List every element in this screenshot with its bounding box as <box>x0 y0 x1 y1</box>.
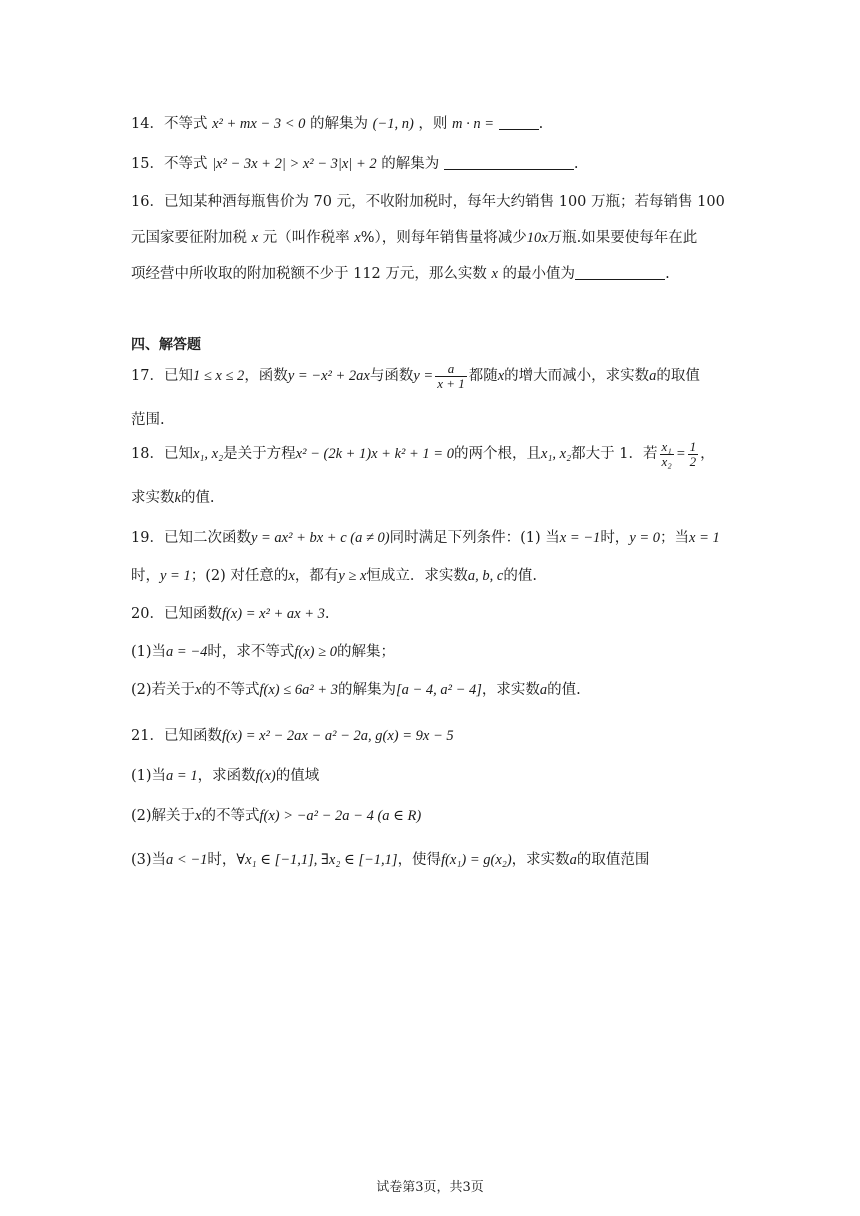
q17-text-b: ，函数 <box>244 368 288 385</box>
q19-cond-4: y = 1 <box>160 568 191 584</box>
q15-end: . <box>573 156 579 172</box>
q19-text-2a: 时， <box>131 568 160 584</box>
q18-frac1-num: x₁ <box>661 439 672 454</box>
q19-func: y = ax² + bx + c (a ≠ 0) <box>250 530 390 546</box>
q19-text-2d: 恒成立．求实数 <box>366 568 468 584</box>
q21-p1-func: f(x) <box>255 768 276 784</box>
q20-p1-text-a: (1)当 <box>131 644 167 660</box>
section-title: 四、解答题 <box>131 337 201 353</box>
q21-p1-text-b: ，求函数 <box>197 768 256 784</box>
question-16-line-1 <box>131 190 725 211</box>
q19-text-d: ；当 <box>660 530 690 546</box>
q19-text-a: 19．已知二次函数 <box>131 530 251 546</box>
q17-text-line2: 范围. <box>131 412 165 428</box>
q20-end: . <box>324 606 330 622</box>
q17-func-1: y = −x² + 2ax <box>287 368 370 385</box>
q21-p3-text-c: ，使得 <box>397 852 442 868</box>
question-21-part-2 <box>131 804 421 825</box>
question-15 <box>131 152 578 173</box>
q18-text-line2a: 求实数 <box>131 490 175 506</box>
q21-p3-text-a: (3)当 <box>131 852 167 868</box>
q15-inequality: |x² − 3x + 2| > x² − 3|x| + 2 <box>212 156 377 172</box>
q20-p1-text-c: 的解集； <box>336 644 395 660</box>
q20-p1-ineq: f(x) ≥ 0 <box>294 644 337 660</box>
q19-cond-5: y ≥ x <box>338 568 367 584</box>
q14-text-mid: 的解集为 <box>309 116 368 132</box>
q19-text-b: 同时满足下列条件：(1) 当 <box>389 530 560 546</box>
question-17-line-2 <box>131 408 165 429</box>
q19-cond-2: y = 0 <box>629 530 661 546</box>
q21-p2-var: x <box>195 808 202 824</box>
q20-p2-text-e: 的值. <box>547 682 581 698</box>
q17-fraction <box>435 362 467 390</box>
q17-text-e: 的增大而减小，求实数 <box>504 368 650 385</box>
question-20 <box>131 602 330 623</box>
q16-expr-10x: 10x <box>526 230 548 246</box>
question-19-line-2 <box>131 564 537 585</box>
q19-var-x: x <box>288 568 295 584</box>
q14-interval: (−1, n) <box>372 116 414 132</box>
q16-end: . <box>665 266 670 282</box>
q20-p2-text-c: 的解集为 <box>337 682 396 698</box>
q16-text-3b: 的最小值为 <box>497 266 576 282</box>
q16-var-x: x <box>251 230 259 246</box>
q17-var-a: a <box>649 368 657 385</box>
q18-equation: x² − (2k + 1)x + k² + 1 = 0 <box>295 446 454 463</box>
q21-p3-text-b: 时， <box>207 852 237 868</box>
q17-range: 1 ≤ x ≤ 2 <box>192 368 245 385</box>
q21-p3-cond: a < −1 <box>166 852 208 868</box>
q17-text-c: 与函数 <box>369 368 414 385</box>
q18-frac1-den: x₂ <box>661 453 672 469</box>
q20-p2-interval: [a − 4, a² − 4] <box>395 682 482 698</box>
q21-p2-ineq: f(x) > −a² − 2a − 4 (a ∈ R) <box>259 808 422 824</box>
q20-p2-var: x <box>195 682 202 698</box>
q18-text-b: 是关于方程 <box>223 446 296 463</box>
q16-text-2d: 万瓶.如果要使每年在此 <box>547 230 698 246</box>
q17-func-2-lhs: y = <box>413 368 434 385</box>
q21-p2-text-b: 的不等式 <box>201 808 260 824</box>
q19-cond-3: x = 1 <box>689 530 720 546</box>
q18-text-c: 的两个根，且 <box>453 446 541 463</box>
question-14 <box>131 112 543 133</box>
q19-text-c: 时， <box>600 530 630 546</box>
q21-p2-text-a: (2)解关于 <box>131 808 196 824</box>
question-16-line-3 <box>131 262 670 283</box>
q16-text-3a: 项经营中所收取的附加税额不少于 112 万元，那么实数 <box>131 266 492 282</box>
q21-p3-text-e: 的取值范围 <box>576 852 650 868</box>
q18-text-d: 都大于 1．若 <box>571 446 658 463</box>
question-21-part-3 <box>131 848 649 869</box>
question-21-part-1 <box>131 764 319 785</box>
page-footer: 试卷第3页，共3页 <box>376 1180 484 1195</box>
q20-p2-text-a: (2)若关于 <box>131 682 196 698</box>
q20-p2-var-a: a <box>539 682 548 698</box>
q17-text-d: 都随 <box>468 368 498 385</box>
q17-text-a: 17．已知 <box>131 368 193 385</box>
q16-var-x3: x <box>491 266 498 282</box>
question-18 <box>131 440 715 468</box>
question-21 <box>131 724 454 745</box>
q18-text-line2b: 的值. <box>180 490 215 506</box>
q20-p2-ineq: f(x) ≤ 6a² + 3 <box>259 682 338 698</box>
q14-end: . <box>538 116 544 132</box>
q14-text-then: ，则 <box>418 116 448 132</box>
q20-p1-cond: a = −4 <box>166 644 208 660</box>
q16-text-1: 16．已知某种酒每瓶售价为 70 元，不收附加税时，每年大约销售 100 万瓶；若每销售 100 <box>131 194 725 210</box>
q18-fraction-2 <box>688 440 699 468</box>
question-16-line-2 <box>131 226 697 247</box>
q21-p1-text-a: (1)当 <box>131 768 167 784</box>
q14-inequality: x² + mx − 3 < 0 <box>212 116 306 132</box>
q18-roots: x₁, x₂ <box>192 446 224 463</box>
q18-roots-2: x₁, x₂ <box>540 446 572 463</box>
q16-text-2a: 元国家要征附加税 <box>131 230 252 246</box>
q21-p1-text-c: 的值域 <box>275 768 320 784</box>
question-18-line-2 <box>131 486 215 507</box>
q18-text-a: 18．已知 <box>131 446 193 463</box>
q16-answer-blank[interactable] <box>575 265 665 281</box>
q21-p3-equation: f(x₁) = g(x₂) <box>441 852 512 868</box>
q19-vars: a, b, c <box>467 568 504 584</box>
q21-p3-var-a: a <box>569 852 577 868</box>
q16-var-x2: x <box>354 230 361 246</box>
q21-text-a: 21．已知函数 <box>131 728 222 744</box>
q14-product: m · n = <box>452 116 495 132</box>
q15-text-mid: 的解集为 <box>381 156 440 172</box>
q17-var-x: x <box>497 368 505 385</box>
q16-text-2c: %），则每年销售量将减少 <box>360 230 527 246</box>
q21-funcs: f(x) = x² − 2ax − a² − 2a, g(x) = 9x − 5 <box>221 728 454 744</box>
q18-fraction-1 <box>660 440 674 468</box>
q15-answer-blank[interactable] <box>444 155 574 171</box>
q20-p2-text-d: ，求实数 <box>481 682 540 698</box>
q15-text: 15．不等式 <box>131 156 208 172</box>
q18-frac2-num: 1 <box>689 439 697 454</box>
q19-text-2c: ，都有 <box>294 568 339 584</box>
q21-p3-text-d: ，求实数 <box>511 852 570 868</box>
q18-frac2-den: 2 <box>689 453 697 469</box>
q17-fraction-den: x + 1 <box>437 375 465 391</box>
q14-answer-blank[interactable] <box>499 115 539 131</box>
q16-text-2b: 元（叫作税率 <box>258 230 355 246</box>
q20-text-a: 20．已知函数 <box>131 606 222 622</box>
question-17 <box>131 362 700 390</box>
q18-var-k: k <box>174 490 181 506</box>
q21-p1-cond: a = 1 <box>166 768 198 784</box>
q19-text-2b: ；(2) 对任意的 <box>190 568 289 584</box>
q18-equals: = <box>675 446 686 463</box>
q18-text-e: ， <box>700 446 715 463</box>
q14-text: 14．不等式 <box>131 116 208 132</box>
question-20-part-2 <box>131 678 581 699</box>
q20-p2-text-b: 的不等式 <box>201 682 260 698</box>
q17-text-f: 的取值 <box>656 368 700 385</box>
q21-p3-quantifiers: ∀x₁ ∈ [−1,1], ∃x₂ ∈ [−1,1] <box>236 852 398 868</box>
question-20-part-1 <box>131 640 395 661</box>
q19-text-2e: 的值. <box>503 568 537 584</box>
q17-fraction-num: a <box>435 362 467 377</box>
q20-p1-text-b: 时，求不等式 <box>207 644 295 660</box>
question-19 <box>131 526 720 547</box>
q20-func: f(x) = x² + ax + 3 <box>221 606 325 622</box>
q19-cond-1: x = −1 <box>559 530 601 546</box>
